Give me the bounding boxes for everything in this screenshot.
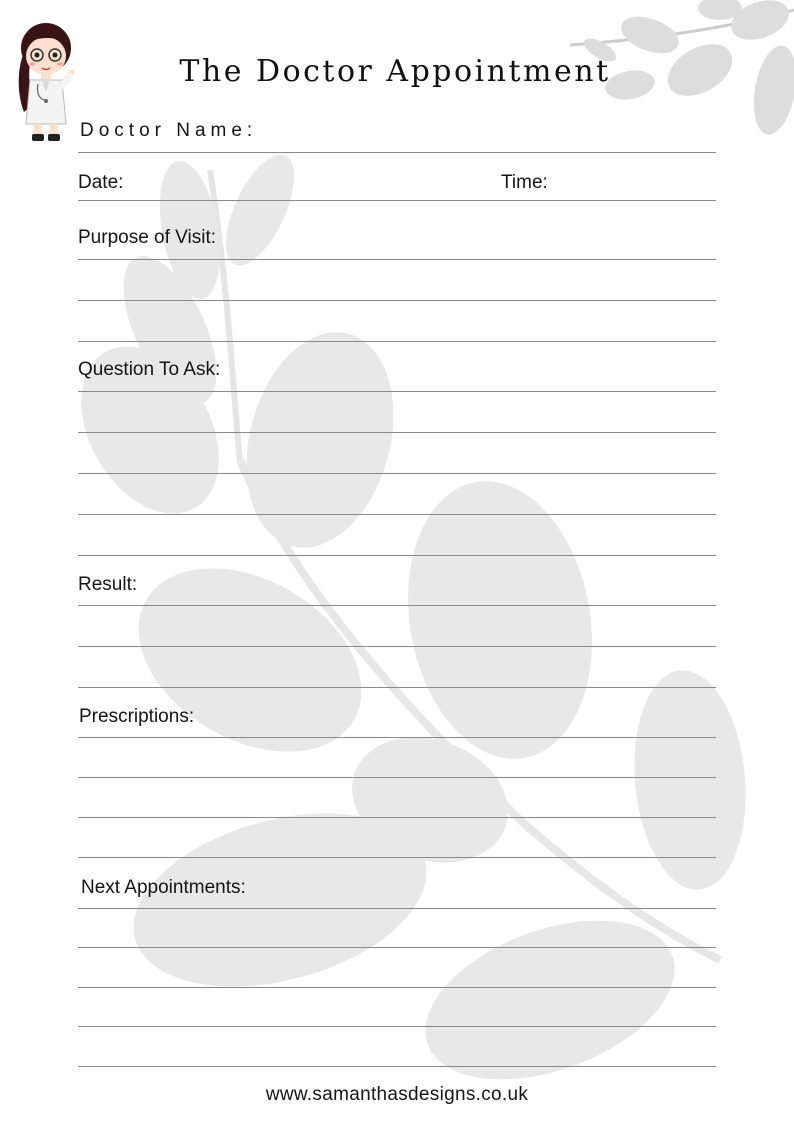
result-label: Result: bbox=[78, 574, 138, 595]
questions-line[interactable] bbox=[78, 432, 716, 433]
result-line[interactable] bbox=[78, 605, 716, 606]
time-label: Time: bbox=[501, 172, 548, 193]
purpose-line[interactable] bbox=[78, 259, 716, 260]
doctor-name-label: Doctor Name: bbox=[80, 120, 258, 141]
questions-line[interactable] bbox=[78, 555, 716, 556]
purpose-label: Purpose of Visit: bbox=[78, 227, 217, 248]
questions-line[interactable] bbox=[78, 391, 716, 392]
purpose-line[interactable] bbox=[78, 341, 716, 342]
next-appointments-line[interactable] bbox=[78, 1066, 716, 1067]
result-line[interactable] bbox=[78, 687, 716, 688]
next-appointments-line[interactable] bbox=[78, 1026, 716, 1027]
date-time-line[interactable] bbox=[78, 200, 716, 201]
next-appointments-line[interactable] bbox=[78, 908, 716, 909]
prescriptions-line[interactable] bbox=[78, 817, 716, 818]
date-label: Date: bbox=[78, 172, 124, 193]
next-appointments-line[interactable] bbox=[78, 987, 716, 988]
result-line[interactable] bbox=[78, 646, 716, 647]
prescriptions-line[interactable] bbox=[78, 777, 716, 778]
questions-line[interactable] bbox=[78, 514, 716, 515]
questions-line[interactable] bbox=[78, 473, 716, 474]
next-appointments-label: Next Appointments: bbox=[81, 877, 246, 898]
next-appointments-line[interactable] bbox=[78, 947, 716, 948]
page-title: The Doctor Appointment bbox=[179, 54, 611, 89]
footer-website: www.samanthasdesigns.co.uk bbox=[265, 1084, 529, 1105]
prescriptions-label: Prescriptions: bbox=[79, 706, 195, 727]
prescriptions-line[interactable] bbox=[78, 857, 716, 858]
prescriptions-line[interactable] bbox=[78, 737, 716, 738]
purpose-line[interactable] bbox=[78, 300, 716, 301]
doctor-name-line[interactable] bbox=[78, 152, 716, 153]
questions-label: Question To Ask: bbox=[78, 359, 221, 380]
